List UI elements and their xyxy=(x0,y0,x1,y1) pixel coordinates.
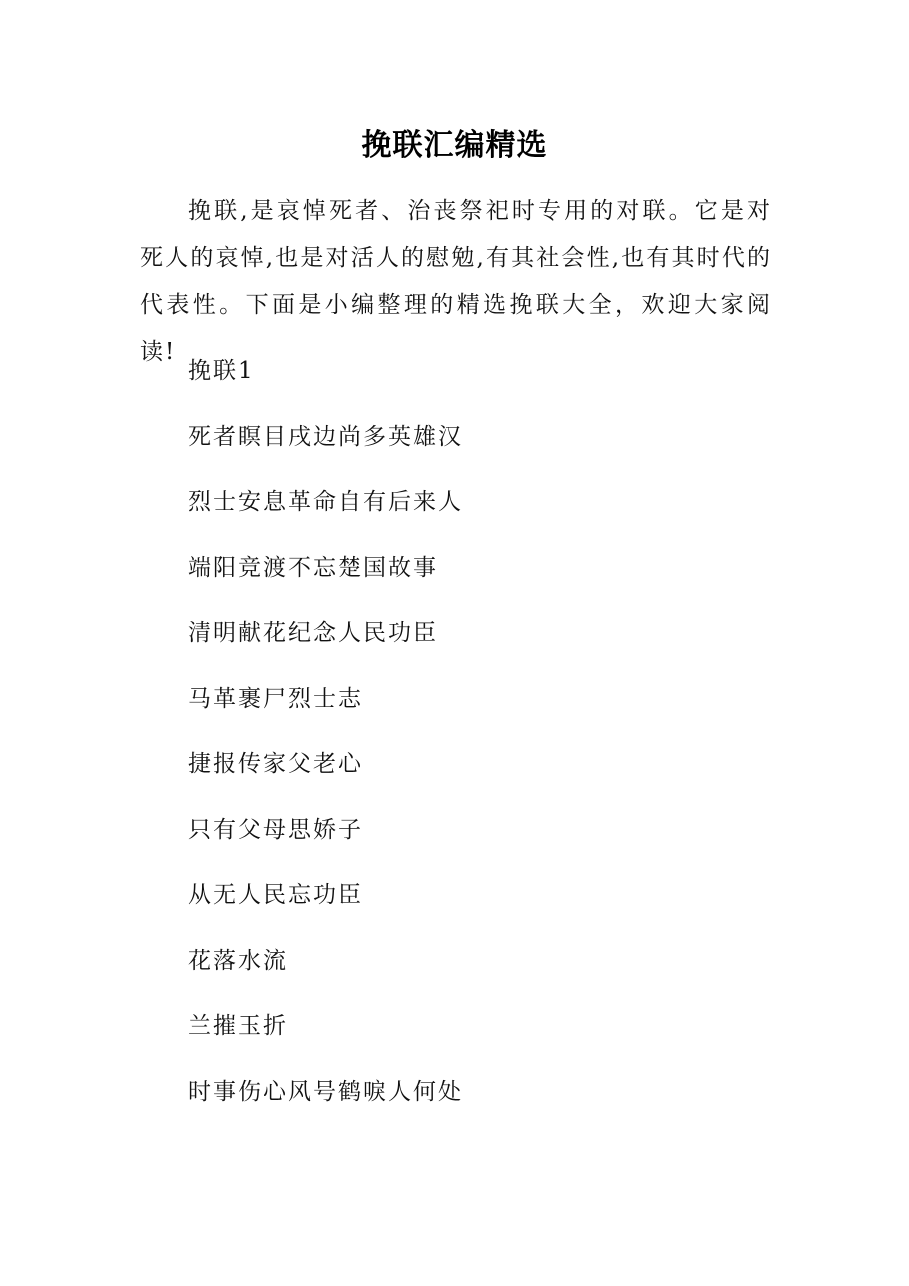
couplet-line: 马革裹尸烈士志 xyxy=(188,685,363,712)
couplet-line: 死者瞑目戌边尚多英雄汉 xyxy=(188,423,463,450)
section-heading: 挽联1 xyxy=(188,358,255,384)
couplet-line: 只有父母思娇子 xyxy=(188,816,363,843)
couplet-line: 兰摧玉折 xyxy=(188,1013,288,1039)
couplet-line: 烈士安息革命自有后来人 xyxy=(188,489,463,515)
couplet-list xyxy=(188,348,463,1134)
couplet-line: 从无人民忘功臣 xyxy=(188,882,363,908)
couplet-line: 花落水流 xyxy=(188,947,288,974)
couplet-line: 时事伤心风号鹤唳人何处 xyxy=(188,1078,463,1105)
couplet-line: 捷报传家父老心 xyxy=(188,751,363,777)
couplet-line: 清明献花纪念人民功臣 xyxy=(188,620,438,646)
couplet-line: 端阳竞渡不忘楚国故事 xyxy=(188,554,438,581)
document-title: 挽联汇编精选 xyxy=(361,128,548,163)
intro-paragraph: 挽联,是哀悼死者、治丧祭祀时专用的对联。它是对死人的哀悼,也是对活人的慰勉,有其社会性,也有其时代的代表性。下面是小编整理的精选挽联大全，欢迎大家阅读! xyxy=(140,198,772,365)
